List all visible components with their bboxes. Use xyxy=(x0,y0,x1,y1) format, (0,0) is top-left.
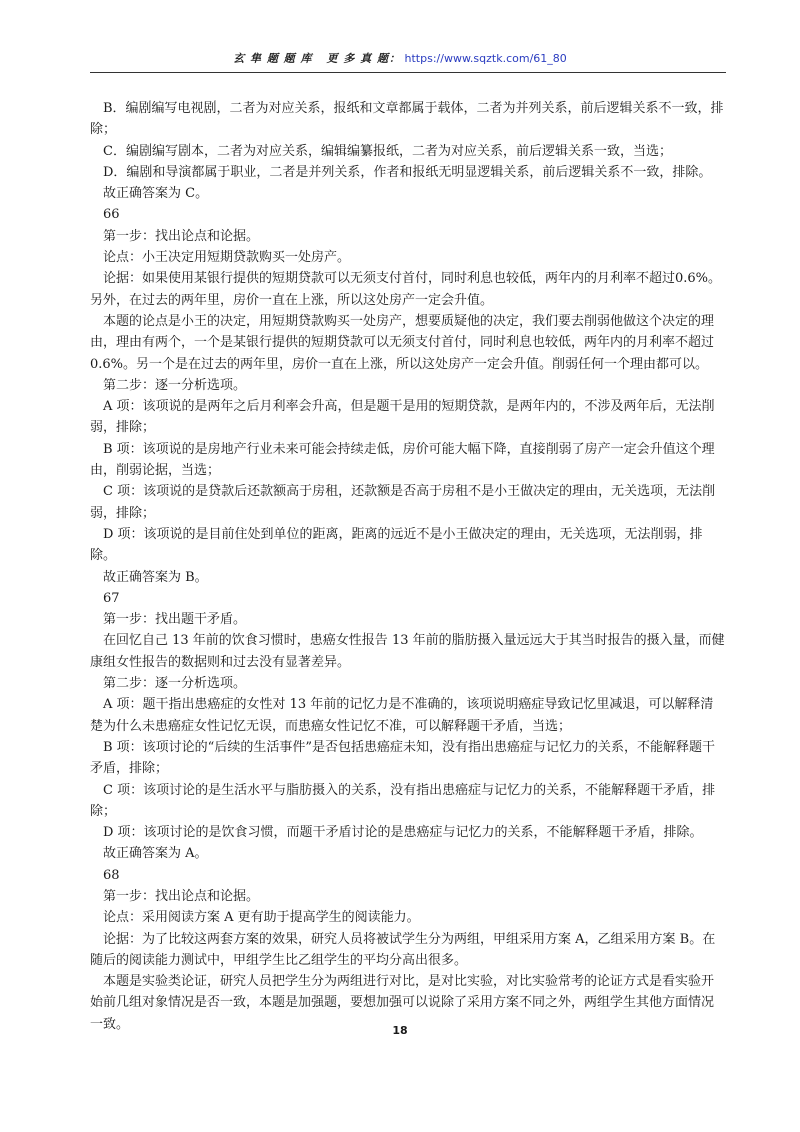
paragraph: D 项：该项讨论的是饮食习惯，而题干矛盾讨论的是患癌症与记忆力的关系，不能解释题干矛盾，排除。 xyxy=(103,825,703,841)
paragraph: 论点：采用阅读方案 A 更有助于提高学生的阅读能力。 xyxy=(103,910,420,926)
paragraph: 第一步：找出论点和论据。 xyxy=(103,228,260,244)
paragraph: 故正确答案为 B。 xyxy=(103,569,208,585)
document-body xyxy=(90,98,726,1035)
page-header xyxy=(0,50,800,66)
paragraph: D．编剧和导演都属于职业，二者是并列关系，作者和报纸无明显逻辑关系，前后逻辑关系不一致，排除。 xyxy=(103,164,712,180)
paragraph: 故正确答案为 A。 xyxy=(103,846,208,862)
paragraph: D 项：该项说的是目前住处到单位的距离，距离的远近不是小王做决定的理由，无关选项，无法削弱，排除。 xyxy=(90,526,703,564)
page-number: 18 xyxy=(392,1024,408,1037)
paragraph: B 项：该项讨论的“后续的生活事件”是否包括患癌症未知，没有指出患癌症与记忆力的关系，不能解释题干矛盾，排除； xyxy=(90,739,715,777)
header-divider xyxy=(90,72,726,73)
paragraph: 故正确答案为 C。 xyxy=(103,186,209,202)
paragraph: B．编剧编写电视剧，二者为对应关系，报纸和文章都属于载体，二者为并列关系，前后逻辑关系不一致，排除； xyxy=(90,101,724,138)
paragraph: 第一步：找出题干矛盾。 xyxy=(103,612,247,628)
paragraph: 第二步：逐一分析选项。 xyxy=(103,676,247,692)
header-brand: 玄 隼 题 题 库 xyxy=(233,52,313,65)
paragraph: 在回忆自己 13 年前的饮食习惯时，患癌女性报告 13 年前的脂肪摄入量远远大于其当时报告的摄入量，而健康组女性报告的数据则和过去没有显著差异。 xyxy=(90,633,725,670)
paragraph: 论点：小王决定用短期贷款购买一处房产。 xyxy=(103,250,351,266)
paragraph: 68 xyxy=(103,867,120,883)
header-more-label: 更 多 真 题： xyxy=(326,52,402,65)
paragraph: B 项：该项说的是房地产行业未来可能会持续走低，房价可能大幅下降，直接削弱了房产一定会升值这个理由，削弱论据，当选； xyxy=(90,441,715,479)
paragraph: 本题是实验类论证，研究人员把学生分为两组进行对比，是对比实验，对比实验常考的论证方式是看实验开始前几组对象情况是否一致，本题是加强题，要想加强可以说除了采用方案不同之外，两组学生其他方面情况一致。 xyxy=(90,974,715,1032)
paragraph: 本题的论点是小王的决定，用短期贷款购买一处房产，想要质疑他的决定，我们要去削弱他做这个决定的理由，理由有两个，一个是某银行提供的短期贷款可以无须支付首付，同时利息也较低，两年内的月利率不超过0.6%。另一个是在过去的两年里，房价一直在上涨，所以这处房产一定会升值。削弱任何一个理由都可以。 xyxy=(90,313,715,372)
paragraph: C．编剧编写剧本，二者为对应关系，编辑编纂报纸，二者为对应关系，前后逻辑关系一致，当选； xyxy=(103,143,672,159)
paragraph: 论据：如果使用某银行提供的短期贷款可以无须支付首付，同时利息也较低，两年内的月利率不超过0.6%。另外，在过去的两年里，房价一直在上涨，所以这处房产一定会升值。 xyxy=(90,271,722,308)
paragraph: A 项：该项说的是两年之后月利率会升高，但是题干是用的短期贷款，是两年内的，不涉及两年后，无法削弱，排除； xyxy=(90,399,715,436)
paragraph: A 项：题干指出患癌症的女性对 13 年前的记忆力是不准确的，该项说明癌症导致记忆里减退，可以解释清楚为什么未患癌症女性记忆无误，而患癌女性记忆不准，可以解释题干矛盾，当选； xyxy=(90,697,714,734)
paragraph: 66 xyxy=(103,207,120,223)
paragraph: 论据：为了比较这两套方案的效果，研究人员将被试学生分为两组，甲组采用方案 A，乙组采用方案 B。在随后的阅读能力测试中，甲组学生比乙组学生的平均分高出很多。 xyxy=(90,931,716,968)
paragraph: C 项：该项讨论的是生活水平与脂肪摄入的关系，没有指出患癌症与记忆力的关系，不能解释题干矛盾，排除； xyxy=(90,782,716,819)
paragraph: C 项：该项说的是贷款后还款额高于房租，还款额是否高于房租不是小王做决定的理由，无关选项，无法削弱，排除； xyxy=(90,484,716,521)
paragraph: 第二步：逐一分析选项。 xyxy=(103,377,247,393)
header-url-link[interactable]: https://www.sqztk.com/61_80 xyxy=(404,52,567,65)
paragraph: 67 xyxy=(103,590,120,606)
paragraph: 第一步：找出论点和论据。 xyxy=(103,888,260,904)
